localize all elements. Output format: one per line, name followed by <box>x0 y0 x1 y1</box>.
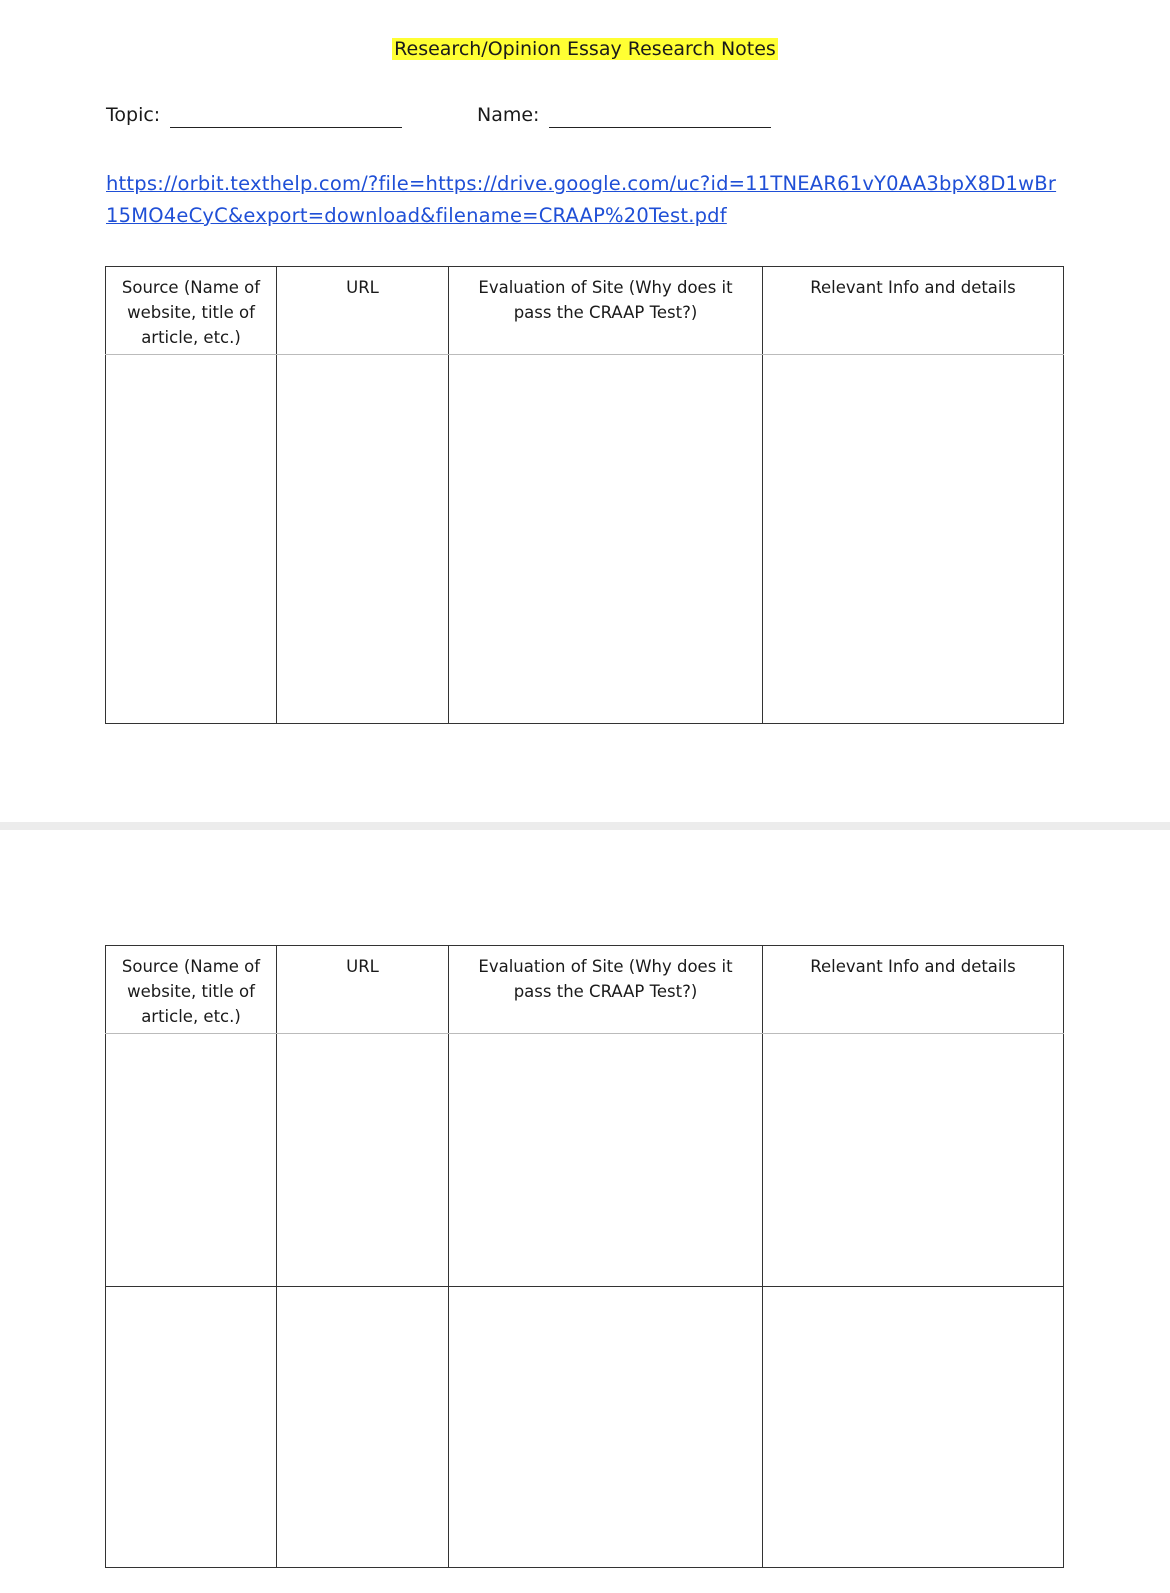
topic-label: Topic: <box>106 104 161 126</box>
table-header-row <box>106 946 1064 1034</box>
name-label: Name: <box>477 104 540 126</box>
research-notes-table-2 <box>105 945 1064 1568</box>
research-notes-table-1 <box>105 266 1064 724</box>
header-source: Source (Name of website, title of article, etc.) <box>106 946 277 1034</box>
table-row <box>106 355 1064 724</box>
page-2 <box>0 830 1170 1593</box>
header-relevant-info: Relevant Info and details <box>763 267 1064 355</box>
header-source: Source (Name of website, title of article, etc.) <box>106 267 277 355</box>
table-row <box>106 1034 1064 1287</box>
cell-source[interactable] <box>106 1034 277 1287</box>
header-url: URL <box>277 946 449 1034</box>
header-evaluation: Evaluation of Site (Why does it pass the CRAAP Test?) <box>449 946 763 1034</box>
cell-evaluation[interactable] <box>449 1034 763 1287</box>
cell-url[interactable] <box>277 1287 449 1568</box>
name-blank-line[interactable] <box>549 109 771 128</box>
cell-url[interactable] <box>277 355 449 724</box>
header-evaluation: Evaluation of Site (Why does it pass the CRAAP Test?) <box>449 267 763 355</box>
table-row <box>106 1287 1064 1568</box>
header-relevant-info: Relevant Info and details <box>763 946 1064 1034</box>
cell-source[interactable] <box>106 355 277 724</box>
title-highlight: Research/Opinion Essay Research Notes <box>394 38 776 60</box>
document-title <box>0 36 1170 62</box>
cell-evaluation[interactable] <box>449 1287 763 1568</box>
cell-url[interactable] <box>277 1034 449 1287</box>
page-separator <box>0 822 1170 830</box>
cell-relevant-info[interactable] <box>763 1034 1064 1287</box>
topic-blank-line[interactable] <box>170 109 402 128</box>
table-header-row <box>106 267 1064 355</box>
cell-source[interactable] <box>106 1287 277 1568</box>
name-field[interactable] <box>477 102 771 128</box>
topic-field[interactable] <box>106 102 402 128</box>
cell-evaluation[interactable] <box>449 355 763 724</box>
cell-relevant-info[interactable] <box>763 1287 1064 1568</box>
craap-test-link[interactable]: https://orbit.texthelp.com/?file=https://drive.google.com/uc?id=11TNEAR61vY0AA3bpX8D1wBr15MO4eCyC&export=download&filename=CRAAP%20Test.pdf <box>106 172 1057 227</box>
header-url: URL <box>277 267 449 355</box>
cell-relevant-info[interactable] <box>763 355 1064 724</box>
